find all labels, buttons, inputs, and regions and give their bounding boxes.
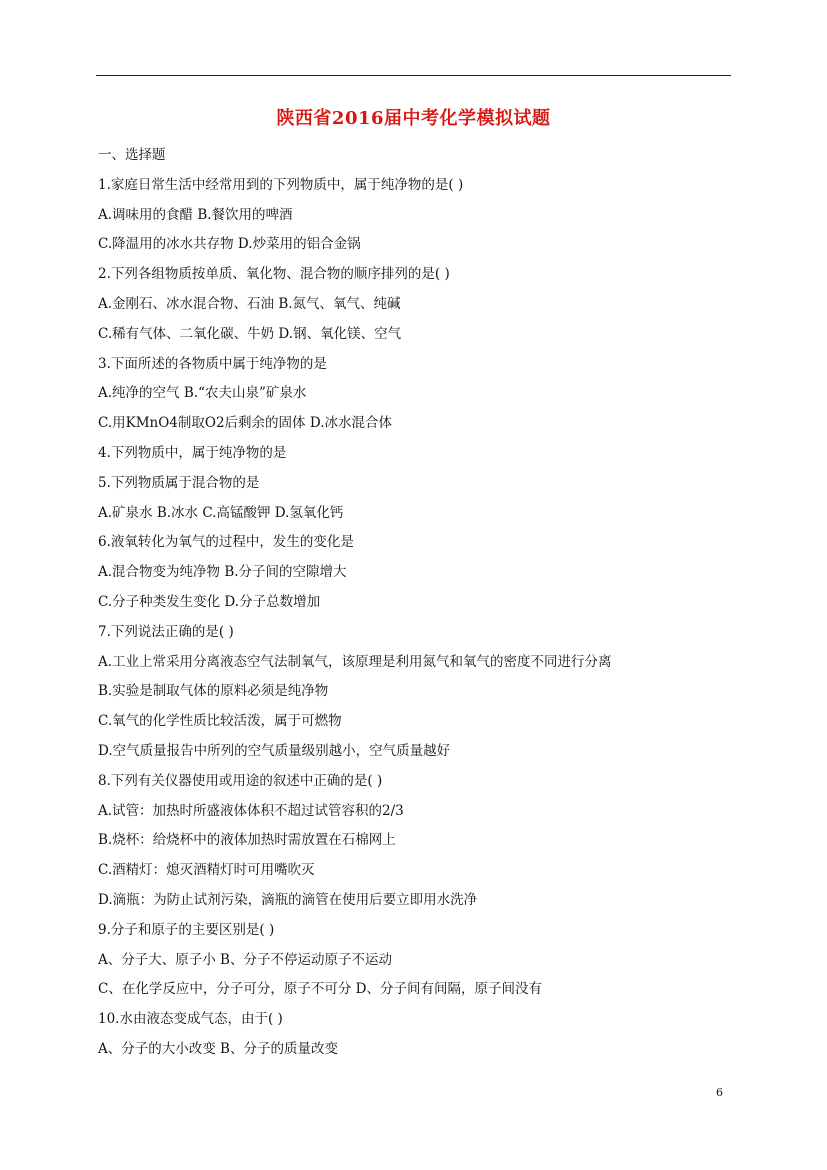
question-4: 4.下列物质中，属于纯净物的是 xyxy=(98,444,287,461)
question-6: 6.液氧转化为氧气的过程中，发生的变化是 xyxy=(98,534,354,551)
question-3: 3.下面所述的各物质中属于纯净物的是 xyxy=(98,355,327,372)
header-rule xyxy=(96,75,731,76)
question-2-options-cd: C.稀有气体、二氧化碳、牛奶 D.钢、氧化镁、空气 xyxy=(98,325,402,342)
question-10-options-ab: A、分子的大小改变 B、分子的质量改变 xyxy=(98,1040,338,1057)
question-1: 1.家庭日常生活中经常用到的下列物质中，属于纯净物的是( ) xyxy=(98,176,464,193)
question-3-options-cd: C.用KMnO4制取O2后剩余的固体 D.冰水混合体 xyxy=(98,415,392,432)
question-9-options-ab: A、分子大、原子小 B、分子不停运动原子不运动 xyxy=(98,951,392,968)
section-heading: 一、选择题 xyxy=(98,147,166,163)
question-7-option-a: A.工业上常采用分离液态空气法制氧气，该原理是利用氮气和氧气的密度不同进行分离 xyxy=(98,653,612,670)
question-8-option-a: A.试管：加热时所盛液体体积不超过试管容积的2/3 xyxy=(98,802,404,819)
question-8-option-d: D.滴瓶：为防止试剂污染，滴瓶的滴管在使用后要立即用水洗净 xyxy=(98,891,478,908)
question-10: 10.水由液态变成气态，由于( ) xyxy=(98,1011,283,1028)
question-8-option-c: C.酒精灯：熄灭酒精灯时可用嘴吹灭 xyxy=(98,862,315,879)
question-7-option-b: B.实验是制取气体的原料必须是纯净物 xyxy=(98,683,329,700)
question-6-options-ab: A.混合物变为纯净物 B.分子间的空隙增大 xyxy=(98,564,347,581)
question-8-option-b: B.烧杯：给烧杯中的液体加热时需放置在石棉网上 xyxy=(98,832,396,849)
page-title: 陕西省2016届中考化学模拟试题 xyxy=(276,108,551,129)
question-6-options-cd: C.分子种类发生变化 D.分子总数增加 xyxy=(98,593,321,610)
question-list xyxy=(98,141,738,1065)
question-1-options-ab: A.调味用的食醋 B.餐饮用的啤酒 xyxy=(98,206,293,223)
question-7-option-c: C.氧气的化学性质比较活泼，属于可燃物 xyxy=(98,713,342,730)
question-1-options-cd: C.降温用的冰水共存物 D.炒菜用的铝合金锅 xyxy=(98,236,361,253)
question-5: 5.下列物质属于混合物的是 xyxy=(98,474,260,491)
question-9: 9.分子和原子的主要区别是( ) xyxy=(98,921,275,938)
page-number: 6 xyxy=(716,1086,723,1099)
question-9-options-cd: C、在化学反应中，分子可分，原子不可分 D、分子间有间隔，原子间没有 xyxy=(98,981,542,998)
question-7-option-d: D.空气质量报告中所列的空气质量级别越小，空气质量越好 xyxy=(98,742,451,759)
question-7: 7.下列说法正确的是( ) xyxy=(98,623,234,640)
question-3-options-ab: A.纯净的空气 B.“农夫山泉”矿泉水 xyxy=(98,385,307,402)
question-8: 8.下列有关仪器使用或用途的叙述中正确的是( ) xyxy=(98,772,383,789)
question-2-options-ab: A.金刚石、冰水混合物、石油 B.氮气、氧气、纯碱 xyxy=(98,295,401,312)
question-2: 2.下列各组物质按单质、氧化物、混合物的顺序排列的是( ) xyxy=(98,266,450,283)
question-5-options: A.矿泉水 B.冰水 C.高锰酸钾 D.氢氧化钙 xyxy=(98,504,344,521)
